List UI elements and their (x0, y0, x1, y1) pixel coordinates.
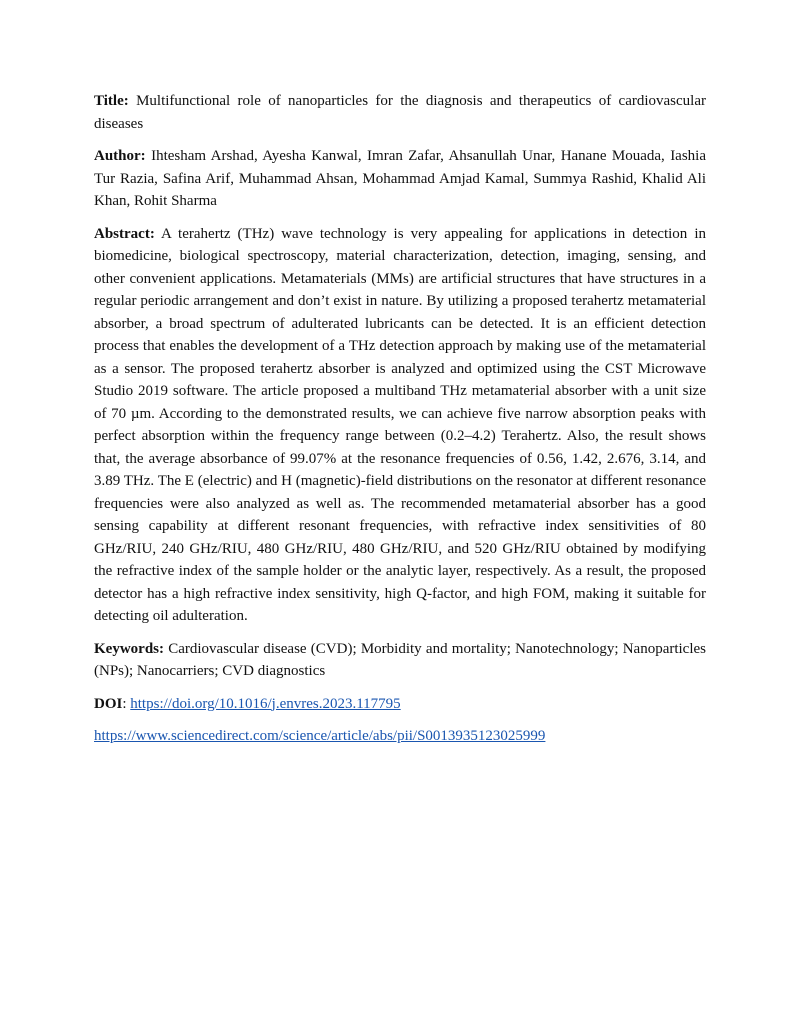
doi-link[interactable]: https://doi.org/10.1016/j.envres.2023.117795 (130, 695, 401, 712)
doi-paragraph (94, 693, 706, 716)
author-paragraph (94, 145, 706, 213)
abstract-label: Abstract: (94, 225, 155, 242)
author-label: Author: (94, 148, 146, 164)
keywords-label: Keywords: (94, 640, 164, 657)
doi-separator: : (122, 695, 127, 712)
title-label: Title: (94, 93, 129, 109)
doi-label: DOI (94, 695, 123, 712)
article-link[interactable]: https://www.sciencedirect.com/science/article/abs/pii/S0013935123025999 (94, 728, 546, 744)
abstract-paragraph (94, 223, 706, 628)
article-url-paragraph (94, 725, 706, 748)
title-paragraph (94, 90, 706, 135)
abstract-text: A terahertz (THz) wave technology is very appealing for applications in detection in biomedicine, biological spectroscopy, material characterization, detection, imaging, sensing, and other convenient applications. Metamaterials (MMs) are artificial structures that have structures in a regular periodic arrangement and don’t exist in nature. By utilizing a proposed terahertz metamaterial absorber, a broad spectrum of adulterated lubricants can be detected. It is an efficient detection process that enables the development of a THz detection approach by making use of the metamaterial as a sensor. The proposed terahertz absorber is analyzed and optimized using the CST Microwave Studio 2019 software. The article proposed a multiband THz metamaterial absorber with a unit size of 70 µm. According to the demonstrated results, we can achieve five narrow absorption peaks with perfect absorption within the frequency range between (0.2–4.2) Terahertz. Also, the result shows that, the average absorbance of 99.07% at the resonance frequencies of 0.56, 1.42, 2.676, 3.14, and 3.89 THz. The E (electric) and H (magnetic)-field distributions on the resonator at different resonance frequencies were also analyzed as well as. The recommended metamaterial absorber has a good sensing capability at different resonant frequencies, with refractive index sensitivities of 80 GHz/RIU, 240 GHz/RIU, 480 GHz/RIU, 480 GHz/RIU, and 520 GHz/RIU obtained by modifying the refractive index of the sample holder or the analytic layer, respectively. As a result, the proposed detector has a high refractive index sensitivity, high Q-factor, and high FOM, making it suitable for detecting oil adulteration. (94, 225, 706, 624)
author-text: Ihtesham Arshad, Ayesha Kanwal, Imran Zafar, Ahsanullah Unar, Hanane Mouada, Iashia Tur Razia, Safina Arif, Muhammad Ahsan, Mohammad Amjad Kamal, Summya Rashid, Khalid Ali Khan, Rohit Sharma (94, 148, 707, 209)
title-text: Multifunctional role of nanoparticles for the diagnosis and therapeutics of cardiovascular diseases (94, 93, 706, 132)
document-page (94, 90, 706, 758)
keywords-paragraph (94, 638, 706, 683)
keywords-text: Cardiovascular disease (CVD); Morbidity and mortality; Nanotechnology; Nanoparticles (NPs); Nanocarriers; CVD diagnostics (94, 640, 707, 679)
